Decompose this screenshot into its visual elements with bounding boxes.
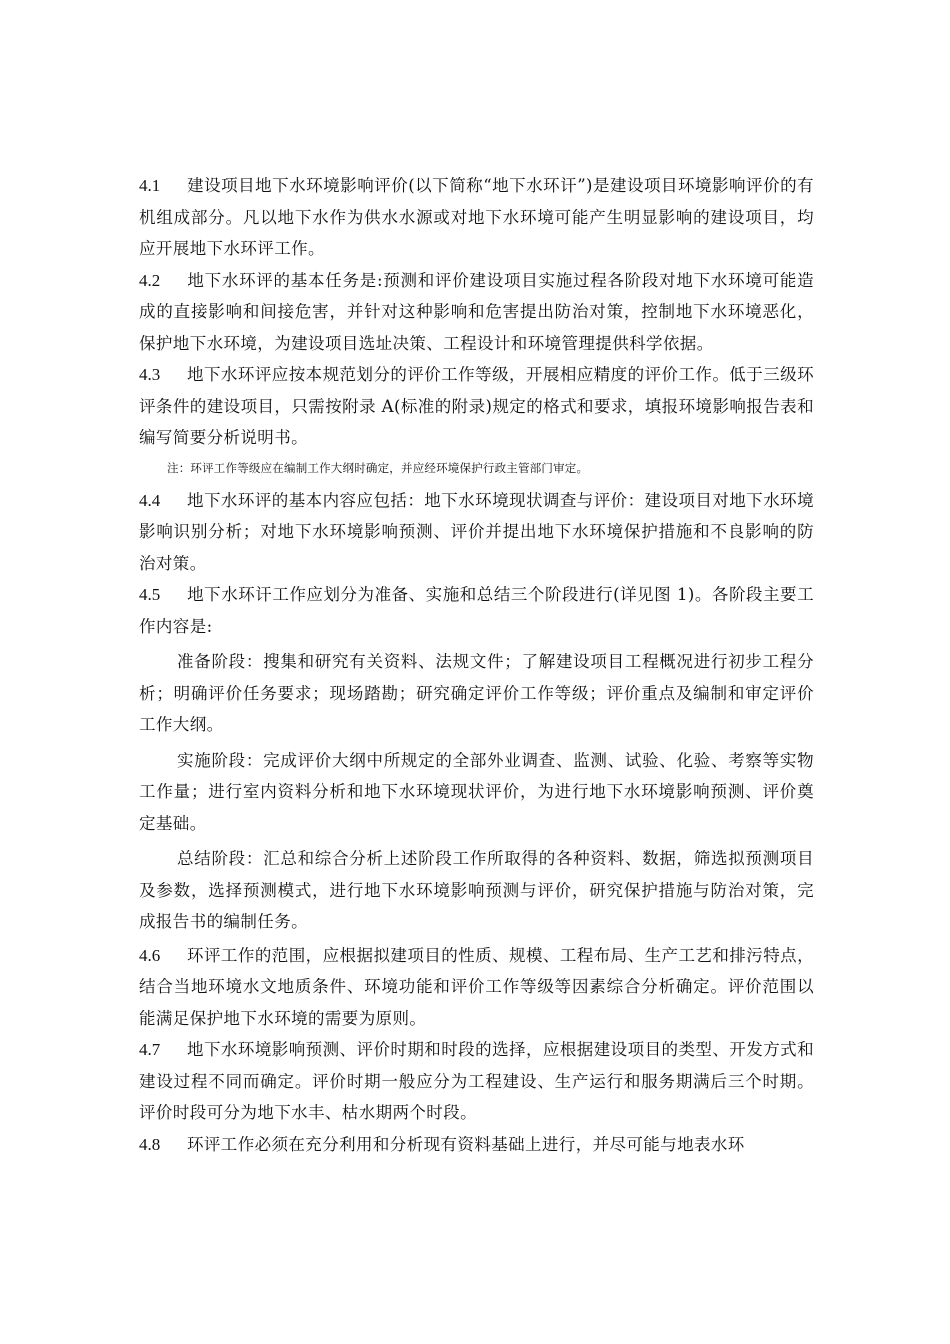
section-4-4 [139,485,814,580]
section-number: 4.6 [139,945,161,965]
section-text: 地下水环境影响预测、评价时期和时段的选择，应根据建设项目的类型、开发方式和建设过程不同而确定。评价时期一般应分为工程建设、生产运行和服务期满后三个时期。评价时段可分为地下水丰、枯水期两个时段。 [139,1040,814,1122]
section-number: 4.3 [139,365,161,384]
section-number: 4.7 [139,1040,161,1059]
section-4-3 [139,359,814,454]
section-text: 地下水环评的基本内容应包括：地下水环境现状调查与评价：建设项目对地下水环境影响识别分析；对地下水环境影响预测、评价并提出地下水环境保护措施和不良影响的防治对策。 [139,490,814,573]
stage-preparation: 准备阶段：搜集和研究有关资料、法规文件；了解建设项目工程概况进行初步工程分析；明确评价任务要求；现场踏勘；研究确定评价工作等级；评价重点及编制和审定评价工作大纲。 [139,652,814,734]
section-number: 4.4 [139,490,161,510]
section-4-1 [139,170,814,265]
section-4-2 [139,265,814,360]
section-4-5 [139,579,814,642]
section-number: 4.2 [139,270,161,290]
section-text: 建设项目地下水环境影响评价(以下简称“地下水环讦”)是建设项目环境影响评价的有机组成部分。凡以地下水作为供水水源或对地下水环境可能产生明显影响的建设项目，均应开展地下水环评工作。 [139,176,814,258]
stage-implementation: 实施阶段：完成评价大纲中所规定的全部外业调查、监测、试验、化验、考察等实物工作量；进行室内资料分析和地下水环境现状评价，为进行地下水环境影响预测、评价奠定基础。 [139,750,814,833]
document-body [139,170,814,1160]
section-number: 4.5 [139,585,161,604]
section-text: 地下水环评的基本任务是:预测和评价建设项目实施过程各阶段对地下水环境可能造成的直接影响和间接危害，并针对这种影响和危害提出防治对策，控制地下水环境恶化，保护地下水环境，为建设项目选址决策、工程设计和环境管理提供科学依据。 [139,270,814,353]
section-4-6 [139,940,814,1035]
section-text: 环评工作的范围，应根据拟建项目的性质、规模、工程布局、生产工艺和排污特点，结合当地环境水文地质条件、环境功能和评价工作等级等因素综合分析确定。评价范围以能满足保护地下水环境的需要为原则。 [139,945,814,1028]
section-text: 地下水环评应按本规范划分的评价工作等级，开展相应精度的评价工作。低于三级环评条件的建设项目，只需按附录 A(标准的附录)规定的格式和要求，填报环境影响报告表和编写简要分析说明书。 [139,365,814,447]
section-4-7 [139,1034,814,1129]
section-number: 4.8 [139,1134,161,1154]
section-4-8 [139,1129,814,1161]
section-text: 环评工作必须在充分利用和分析现有资料基础上进行，并尽可能与地表水环 [187,1134,745,1154]
stage-summary: 总结阶段：汇总和综合分析上述阶段工作所取得的各种资料、数据，筛选拟预测项目及参数，选择预测模式，进行地下水环境影响预测与评价，研究保护措施与防治对策，完成报告书的编制任务。 [139,849,814,931]
section-number: 4.1 [139,176,161,195]
section-text: 地下水环讦工作应划分为准备、实施和总结三个阶段进行(详见图 1)。各阶段主要工作内容是: [139,585,814,636]
note: 注：环评工作等级应在编制工作大纲时确定，并应经环境保护行政主管部门审定。 [167,460,589,475]
